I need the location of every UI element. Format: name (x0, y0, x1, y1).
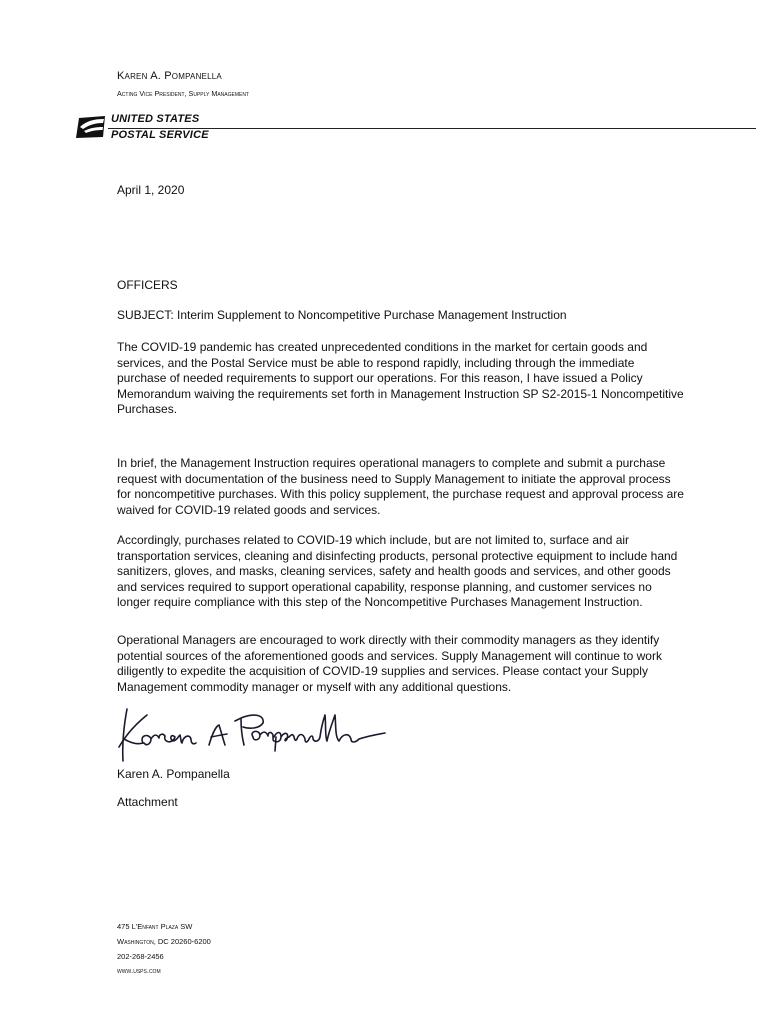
attachment-label: Attachment (117, 795, 178, 809)
address-line-1: 475 L'Enfant Plaza SW (117, 922, 193, 931)
body-paragraph-2: In brief, the Management Instruction requires operational managers to complete and submit a purchase request with documentation of the business need to Supply Management to initiate the approval process for noncompetitive purchases. With this policy supplement, the purchase request and approval process are waived for COVID-19 related goods and services. (117, 456, 684, 517)
address-line-2: Washington, DC 20260-6200 (117, 937, 211, 946)
brand-line-2: POSTAL SERVICE (111, 129, 209, 141)
subject-line: SUBJECT: Interim Supplement to Noncompetitive Purchase Management Instruction (117, 308, 567, 322)
phone-number: 202-268-2456 (117, 952, 164, 961)
brand-line-1: UNITED STATES (111, 113, 200, 125)
body-paragraph-1: The COVID-19 pandemic has created unprecedented conditions in the market for certain goods and services, and the Postal Service must be able to respond rapidly, including through the immediate purchase of needed requirements to support our operations. For this reason, I have issued a Policy Memorandum waiving the requirements set forth in Management Instruction SP S2-2015-1 Noncompetitive Purchases. (117, 340, 684, 417)
body-paragraph-4: Operational Managers are encouraged to work directly with their commodity managers as they identify potential sources of the aforementioned goods and services. Supply Management will continue to work diligently to expedite the acquisition of COVID-19 supplies and services. Please contact your Supply Management commodity manager or myself with any additional questions. (117, 633, 662, 694)
sender-name: Karen A. Pompanella (117, 70, 222, 82)
usps-eagle-logo-icon (76, 115, 106, 139)
website: www.usps.com (117, 966, 161, 975)
letter-date: April 1, 2020 (117, 183, 185, 197)
recipient: OFFICERS (117, 278, 178, 292)
body-paragraph-3: Accordingly, purchases related to COVID-19 which include, but are not limited to, surface and air transportation services, cleaning and disinfecting products, personal protective equipment to include hand sanitizers, gloves, and masks, cleaning services, safety and health goods and services, and other goods and services required to support operational capability, response planning, and customer services no longer require compliance with this step of the Noncompetitive Purchases Management Instruction. (117, 533, 678, 610)
signer-name: Karen A. Pompanella (117, 767, 230, 781)
handwritten-signature (113, 703, 428, 765)
sender-title: Acting Vice President, Supply Management (117, 89, 250, 98)
